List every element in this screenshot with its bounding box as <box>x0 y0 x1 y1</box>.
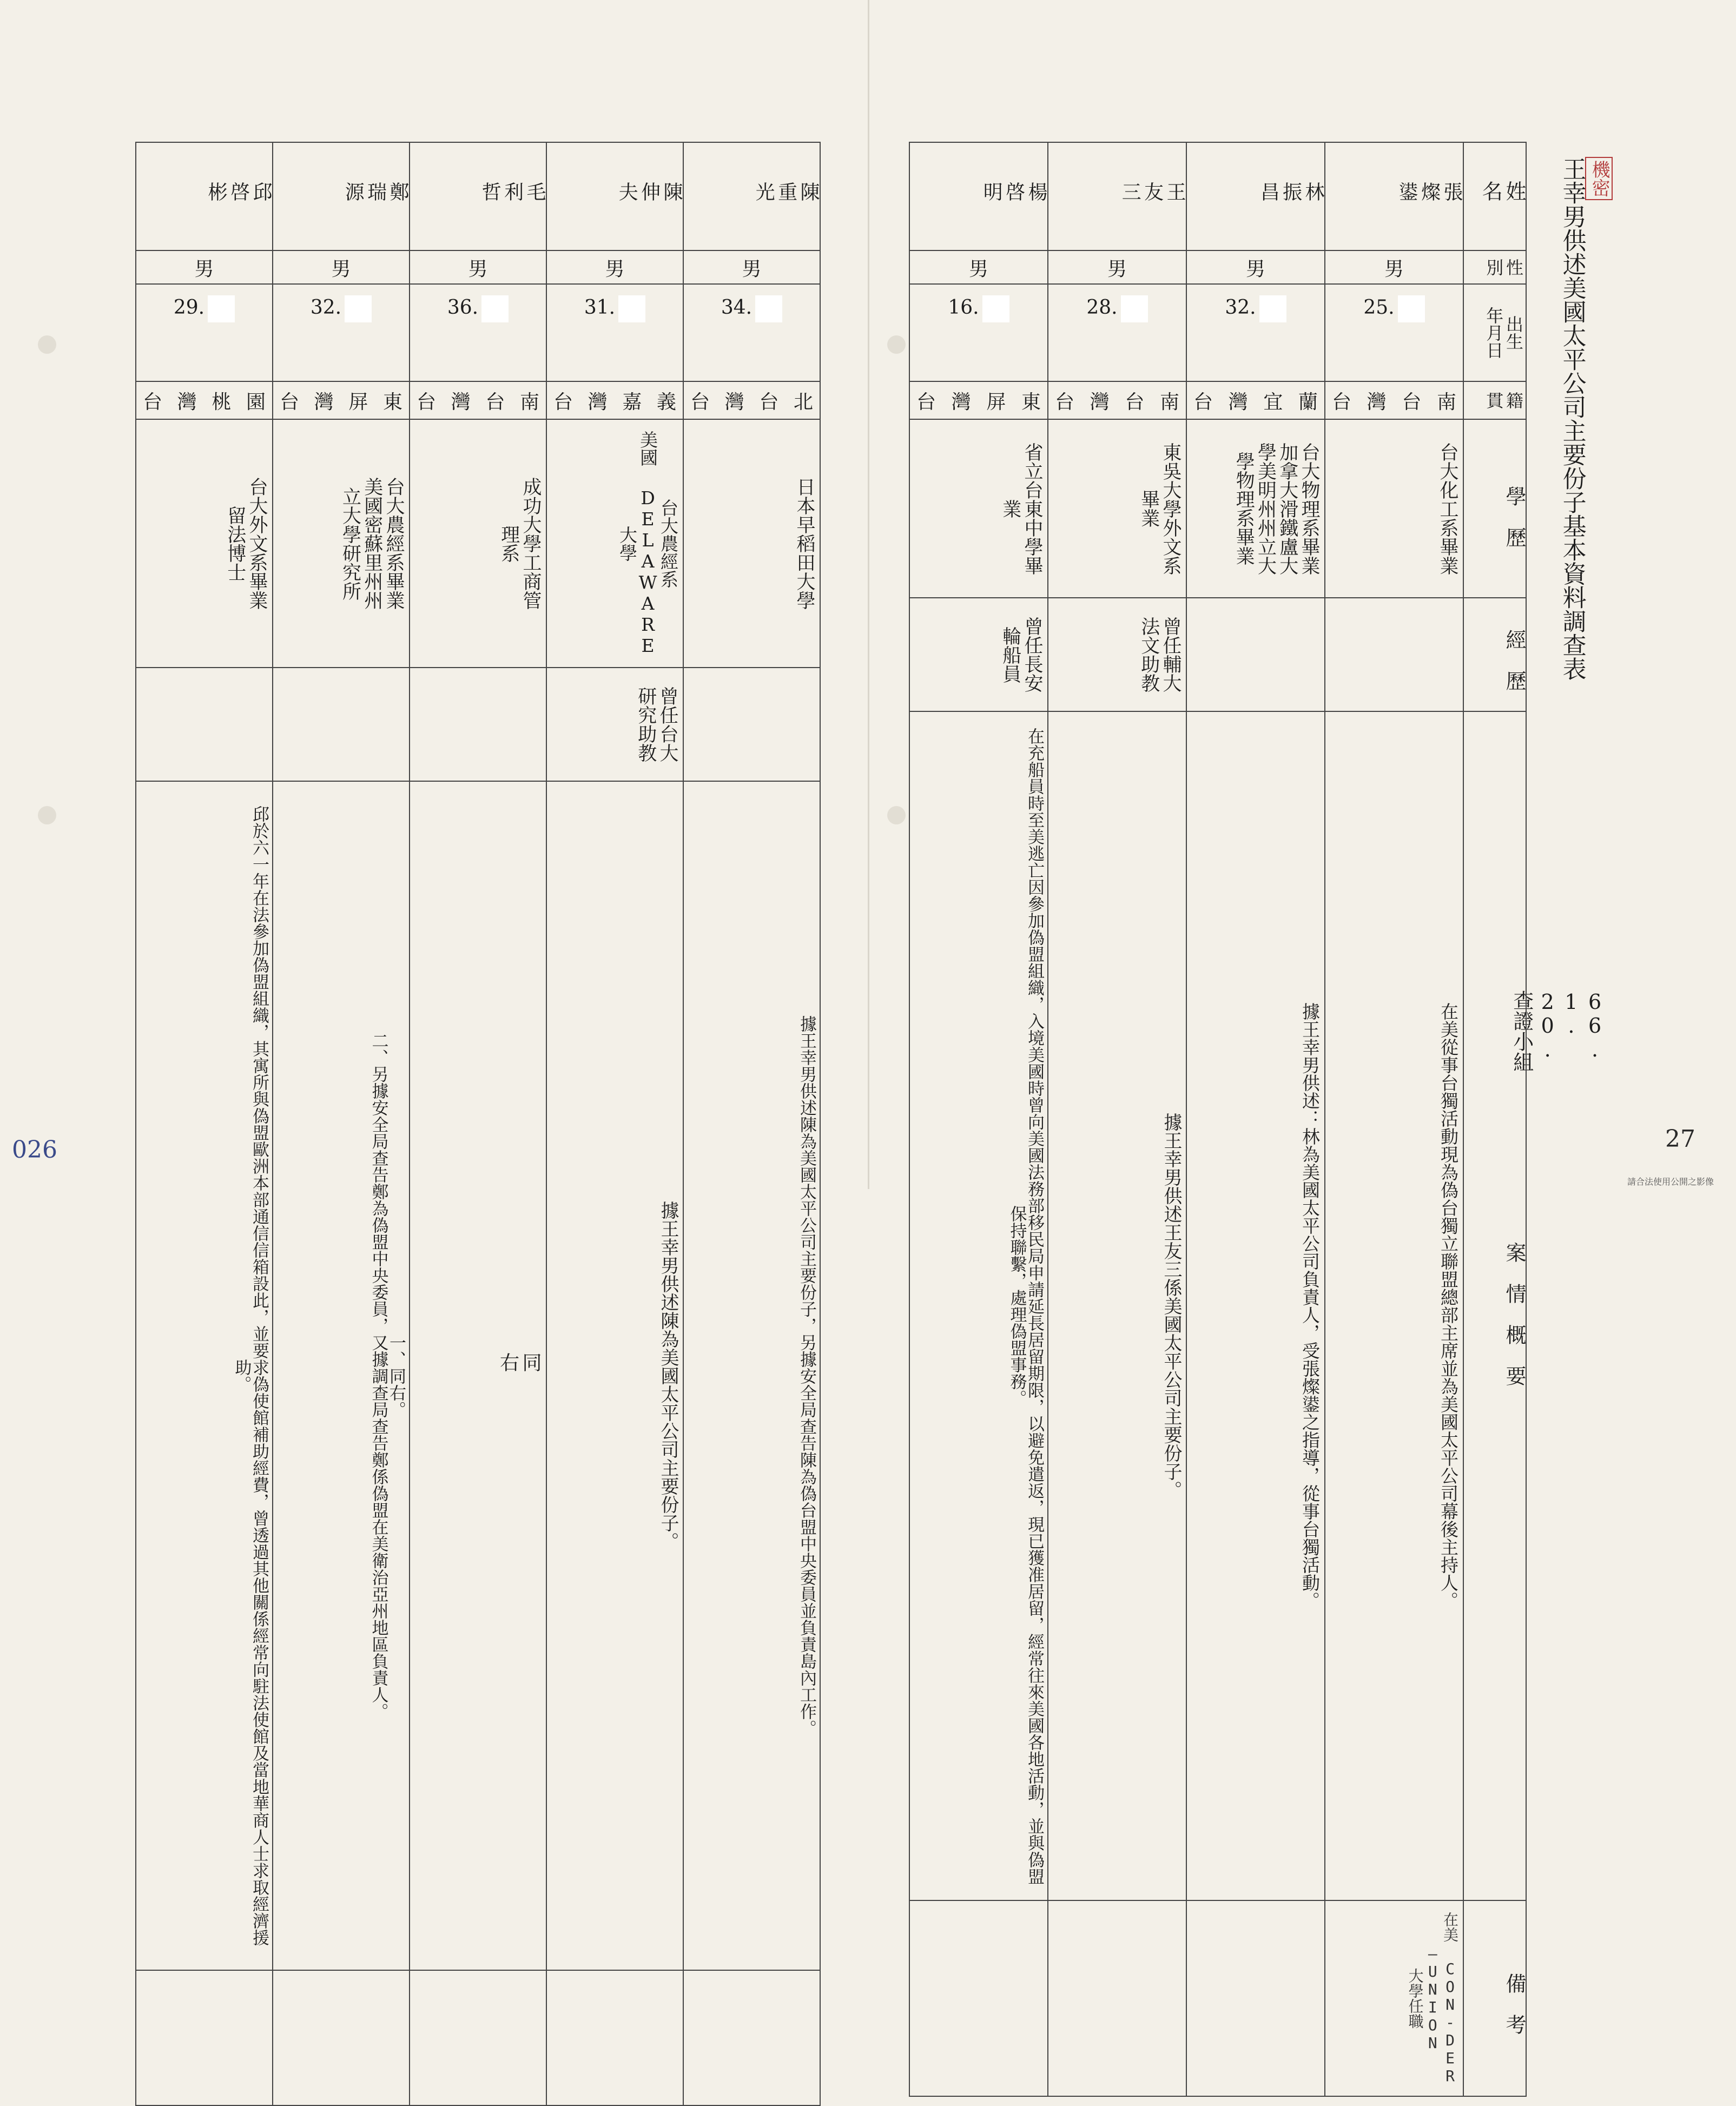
sex-cell: 男 <box>1186 250 1325 284</box>
education-cell: 東吳大學外文系 畢業 <box>1048 419 1186 598</box>
origin-cell: 台灣嘉義 <box>546 381 683 419</box>
experience-cell <box>683 668 820 781</box>
name-cell: 毛 利 哲 <box>410 142 546 250</box>
header-birth: 出生 年月日 <box>1463 284 1526 381</box>
name-cell: 鄭 瑞 源 <box>273 142 410 250</box>
page-number-left: 026 <box>12 1136 57 1164</box>
age-cell: 36. <box>410 284 546 381</box>
page-fold <box>868 0 869 1189</box>
sex-cell: 男 <box>1048 250 1186 284</box>
origin-cell: 台灣台南 <box>410 381 546 419</box>
name-cell: 陳 重 光 <box>683 142 820 250</box>
experience-cell <box>273 668 410 781</box>
unit-note: 查證小組 <box>1509 990 1533 1098</box>
sex-cell: 男 <box>546 250 683 284</box>
note-cell <box>546 1970 683 2105</box>
age-cell: 16. <box>909 284 1048 381</box>
header-sex: 性 別 <box>1463 250 1526 284</box>
origin-cell: 台灣桃園 <box>136 381 273 419</box>
name-cell: 陳 伸 夫 <box>546 142 683 250</box>
sex-cell: 男 <box>136 250 273 284</box>
punch-hole <box>38 806 56 824</box>
age-cell: 32. <box>1186 284 1325 381</box>
punch-hole <box>887 335 906 354</box>
right-table <box>909 142 1527 2097</box>
confidential-stamp: 機密 <box>1585 157 1613 200</box>
education-cell: 台大農經系畢業 美國密蘇里州州 立大學研究所 <box>273 419 410 668</box>
sex-cell: 男 <box>410 250 546 284</box>
note-cell <box>410 1970 546 2105</box>
header-case: 案 情 概 要 <box>1463 711 1526 1900</box>
age-cell: 34. <box>683 284 820 381</box>
age-cell: 28. <box>1048 284 1186 381</box>
date-note: 66. 1. 20. <box>1535 990 1606 1098</box>
origin-cell: 台灣台南 <box>1048 381 1186 419</box>
experience-cell <box>410 668 546 781</box>
header-education: 學 歷 <box>1463 419 1526 598</box>
experience-cell <box>136 668 273 781</box>
age-cell: 29. <box>136 284 273 381</box>
origin-cell: 台灣台南 <box>1325 381 1463 419</box>
header-name: 姓 名 <box>1463 142 1526 250</box>
origin-cell: 台灣屏東 <box>909 381 1048 419</box>
note-cell <box>1048 1900 1186 2096</box>
origin-cell: 台灣台北 <box>683 381 820 419</box>
case-cell: 同 右 <box>410 781 546 1970</box>
note-cell <box>683 1970 820 2105</box>
case-cell: 一、同右。 二、另據安全局查告鄭為偽盟中央委員，又據調查局查告鄭係偽盟在美衛治亞州地區負責人。 <box>273 781 410 1970</box>
name-cell: 張 燦 鍙 <box>1325 142 1463 250</box>
header-origin: 籍 貫 <box>1463 381 1526 419</box>
education-cell: 台大物理系畢業 加拿大滑鐵盧大 學美明州州立大 學物理系畢業 <box>1186 419 1325 598</box>
header-note <box>1463 1900 1526 2096</box>
name-cell: 林 振 昌 <box>1186 142 1325 250</box>
education-cell: 台大化工系畢業 <box>1325 419 1463 598</box>
education-cell: 日本早稻田大學 <box>683 419 820 668</box>
name-cell: 王 友 三 <box>1048 142 1186 250</box>
footer-note: 請合法使用公開之影像 <box>1627 1175 1714 1187</box>
case-cell: 據王幸男供述陳為美國太平公司主要份子，另據安全局查告陳為偽台盟中央委員並負責島內工作。 <box>683 781 820 1970</box>
sex-cell: 男 <box>683 250 820 284</box>
note-cell <box>136 1970 273 2105</box>
age-cell: 31. <box>546 284 683 381</box>
note-cell <box>1186 1900 1325 2096</box>
education-cell: 成功大學工商管 理系 <box>410 419 546 668</box>
experience-cell: 曾任長安 輪船員 <box>909 598 1048 711</box>
experience-cell <box>1325 598 1463 711</box>
sex-cell: 男 <box>909 250 1048 284</box>
note-cell <box>909 1900 1048 2096</box>
page-number-right: 27 <box>1665 1125 1695 1153</box>
case-cell: 在充船員時至美逃亡因參加偽盟組織，入境美國時曾向美國法務部移民局申請延長居留期限，以避免遣返，現已獲准居留，經常往來美國各地活動，並與偽盟保持聯繫，處理偽盟事務。 <box>909 711 1048 1900</box>
name-cell: 楊 啓 明 <box>909 142 1048 250</box>
punch-hole <box>887 806 906 824</box>
punch-hole <box>38 335 56 354</box>
case-cell: 在美從事台獨活動現為偽台獨立聯盟總部主席並為美國太平公司幕後主持人。 <box>1325 711 1463 1900</box>
sex-cell: 男 <box>1325 250 1463 284</box>
case-cell: 據王幸男供述：林為美國太平公司負責人，受張燦鍙之指導，從事台獨活動。 <box>1186 711 1325 1900</box>
note-cell <box>1325 1900 1463 2096</box>
age-cell: 32. <box>273 284 410 381</box>
origin-cell: 台灣宜蘭 <box>1186 381 1325 419</box>
case-cell: 據王幸男供述王友三係美國太平公司主要份子。 <box>1048 711 1186 1900</box>
education-cell: 台大外文系畢業 留法博士 <box>136 419 273 668</box>
case-cell: 邱於六一年在法參加偽盟組織，其寓所與偽盟歐洲本部通信信箱設此，並要求偽使館補助經費，曾透過其他關係經常向駐法使館及當地華商人士求取經濟援助。 <box>136 781 273 1970</box>
name-cell: 邱 啓 彬 <box>136 142 273 250</box>
experience-cell: 曾任輔大 法文助教 <box>1048 598 1186 711</box>
header-experience: 經 歷 <box>1463 598 1526 711</box>
experience-cell: 曾任台大 研究助教 <box>546 668 683 781</box>
document-title: 王幸男供述美國太平公司主要份子基本資料調查表 <box>1558 157 1586 752</box>
left-table <box>135 142 821 2106</box>
education-cell: 台大農經系 美國 DELAWARE 大學 <box>546 419 683 668</box>
note-cell <box>273 1970 410 2105</box>
experience-cell <box>1186 598 1325 711</box>
education-cell: 省立台東中學畢 業 <box>909 419 1048 598</box>
origin-cell: 台灣屏東 <box>273 381 410 419</box>
sex-cell: 男 <box>273 250 410 284</box>
age-cell: 25. <box>1325 284 1463 381</box>
case-cell: 據王幸男供述陳為美國太平公司主要份子。 <box>546 781 683 1970</box>
